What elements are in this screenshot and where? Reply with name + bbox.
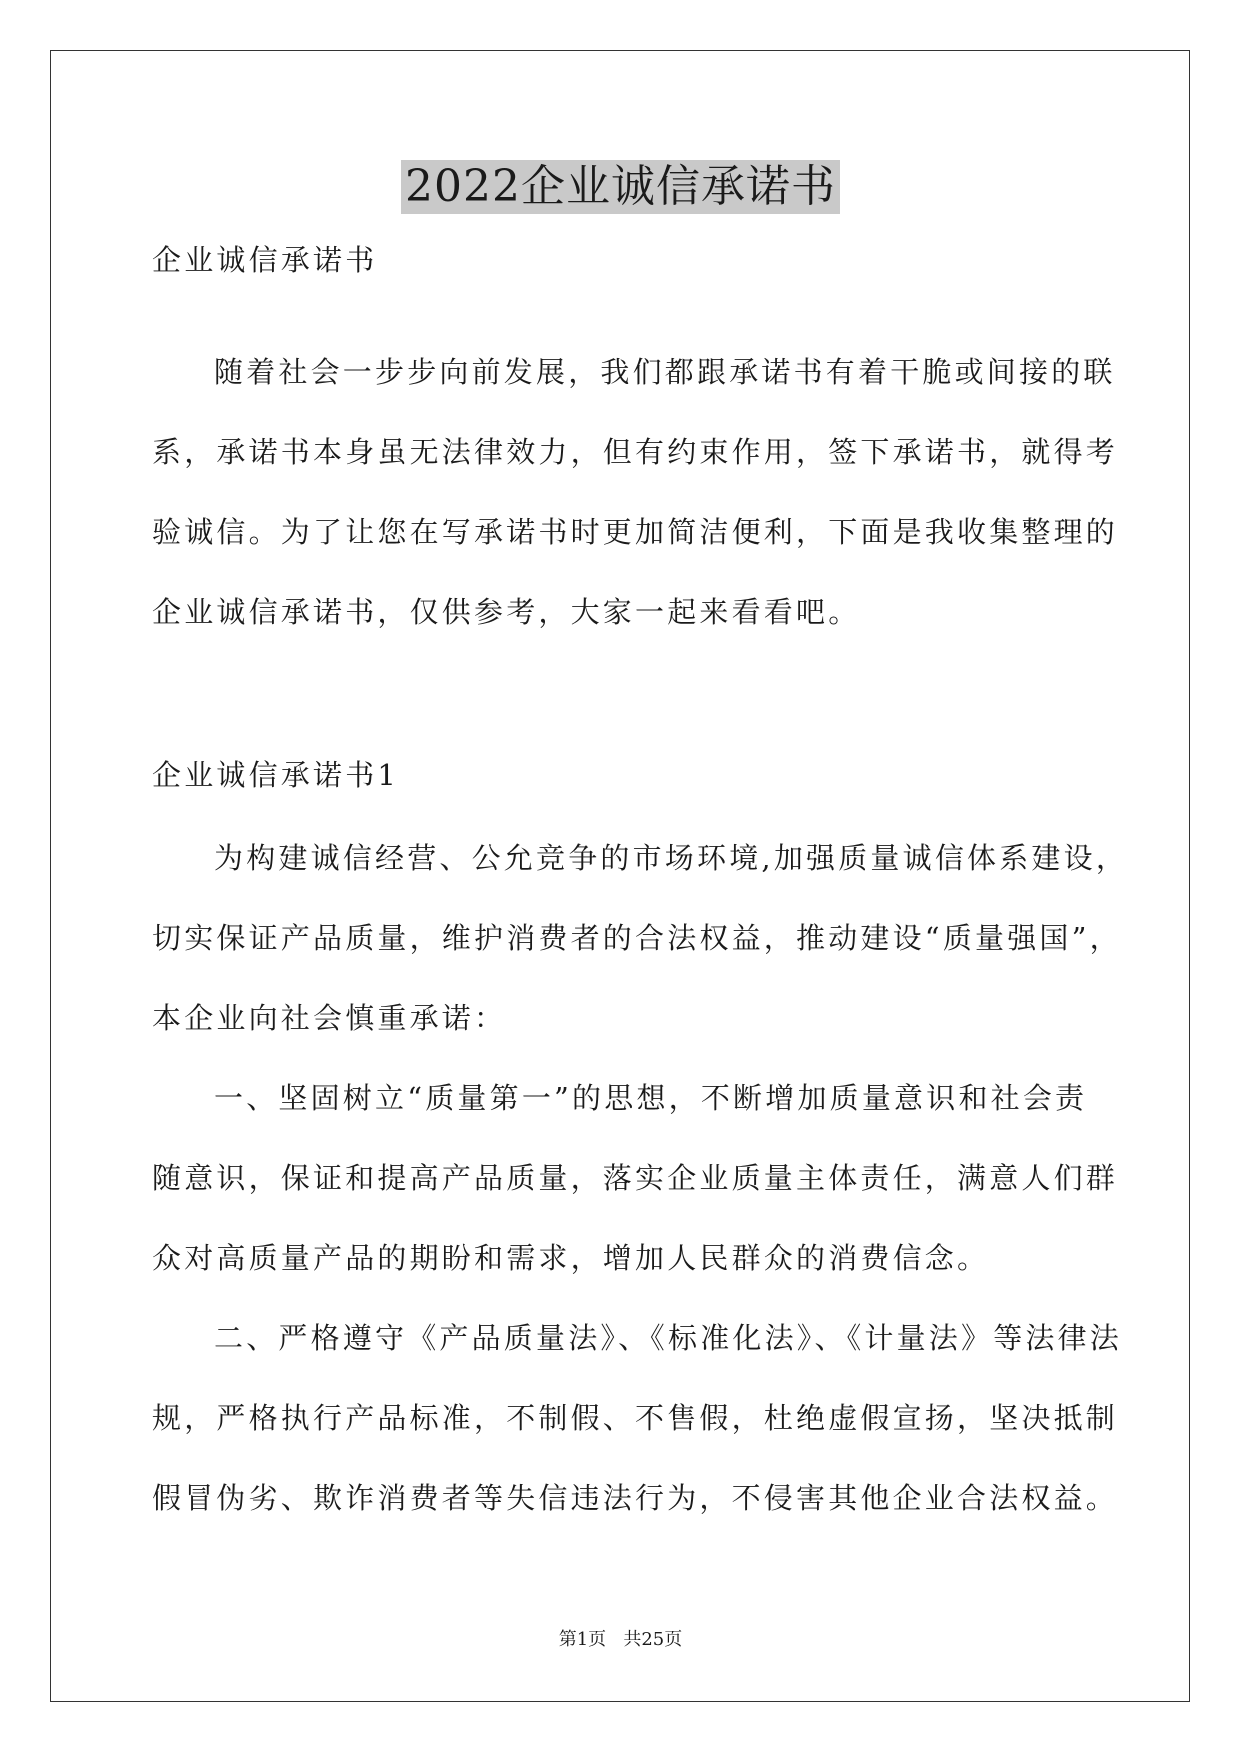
page-number: 第1页 共25页 xyxy=(558,1629,683,1650)
title-wrapper xyxy=(0,160,1241,214)
document-title: 2022企业诚信承诺书 xyxy=(401,160,840,214)
paragraph-line: 随意识，保证和提高产品质量，落实企业质量主体责任，满意人们群 xyxy=(152,1161,1119,1195)
paragraph-line: 二、严格遵守《产品质量法》、《标准化法》、《计量法》等法律法 xyxy=(214,1321,1123,1355)
paragraph-line: 验诚信。为了让您在写承诺书时更加简洁便利，下面是我收集整理的 xyxy=(152,515,1119,549)
paragraph-line: 企业诚信承诺书，仅供参考，大家一起来看看吧。 xyxy=(152,595,861,629)
section-heading: 企业诚信承诺书1 xyxy=(152,758,400,792)
paragraph-line: 规，严格执行产品标准，不制假、不售假，杜绝虚假宣扬，坚决抵制 xyxy=(152,1401,1119,1435)
paragraph-line: 众对高质量产品的期盼和需求，增加人民群众的消费信念。 xyxy=(152,1241,990,1275)
paragraph-line: 切实保证产品质量，维护消费者的合法权益，推动建设“质量强国”， xyxy=(152,921,1122,955)
paragraph-line: 系，承诺书本身虽无法律效力，但有约束作用，签下承诺书，就得考 xyxy=(152,435,1119,469)
paragraph-line: 本企业向社会慎重承诺： xyxy=(152,1001,507,1035)
paragraph-line: 为构建诚信经营、公允竞争的市场环境,加强质量诚信体系建设， xyxy=(214,841,1129,875)
paragraph-line: 假冒伪劣、欺诈消费者等失信违法行为，不侵害其他企业合法权益。 xyxy=(152,1481,1119,1515)
paragraph-line: 一、坚固树立“质量第一”的思想，不断增加质量意识和社会责 xyxy=(214,1081,1088,1115)
section-heading: 企业诚信承诺书 xyxy=(152,243,378,277)
paragraph-line: 随着社会一步步向前发展，我们都跟承诺书有着干脆或间接的联 xyxy=(214,355,1116,389)
